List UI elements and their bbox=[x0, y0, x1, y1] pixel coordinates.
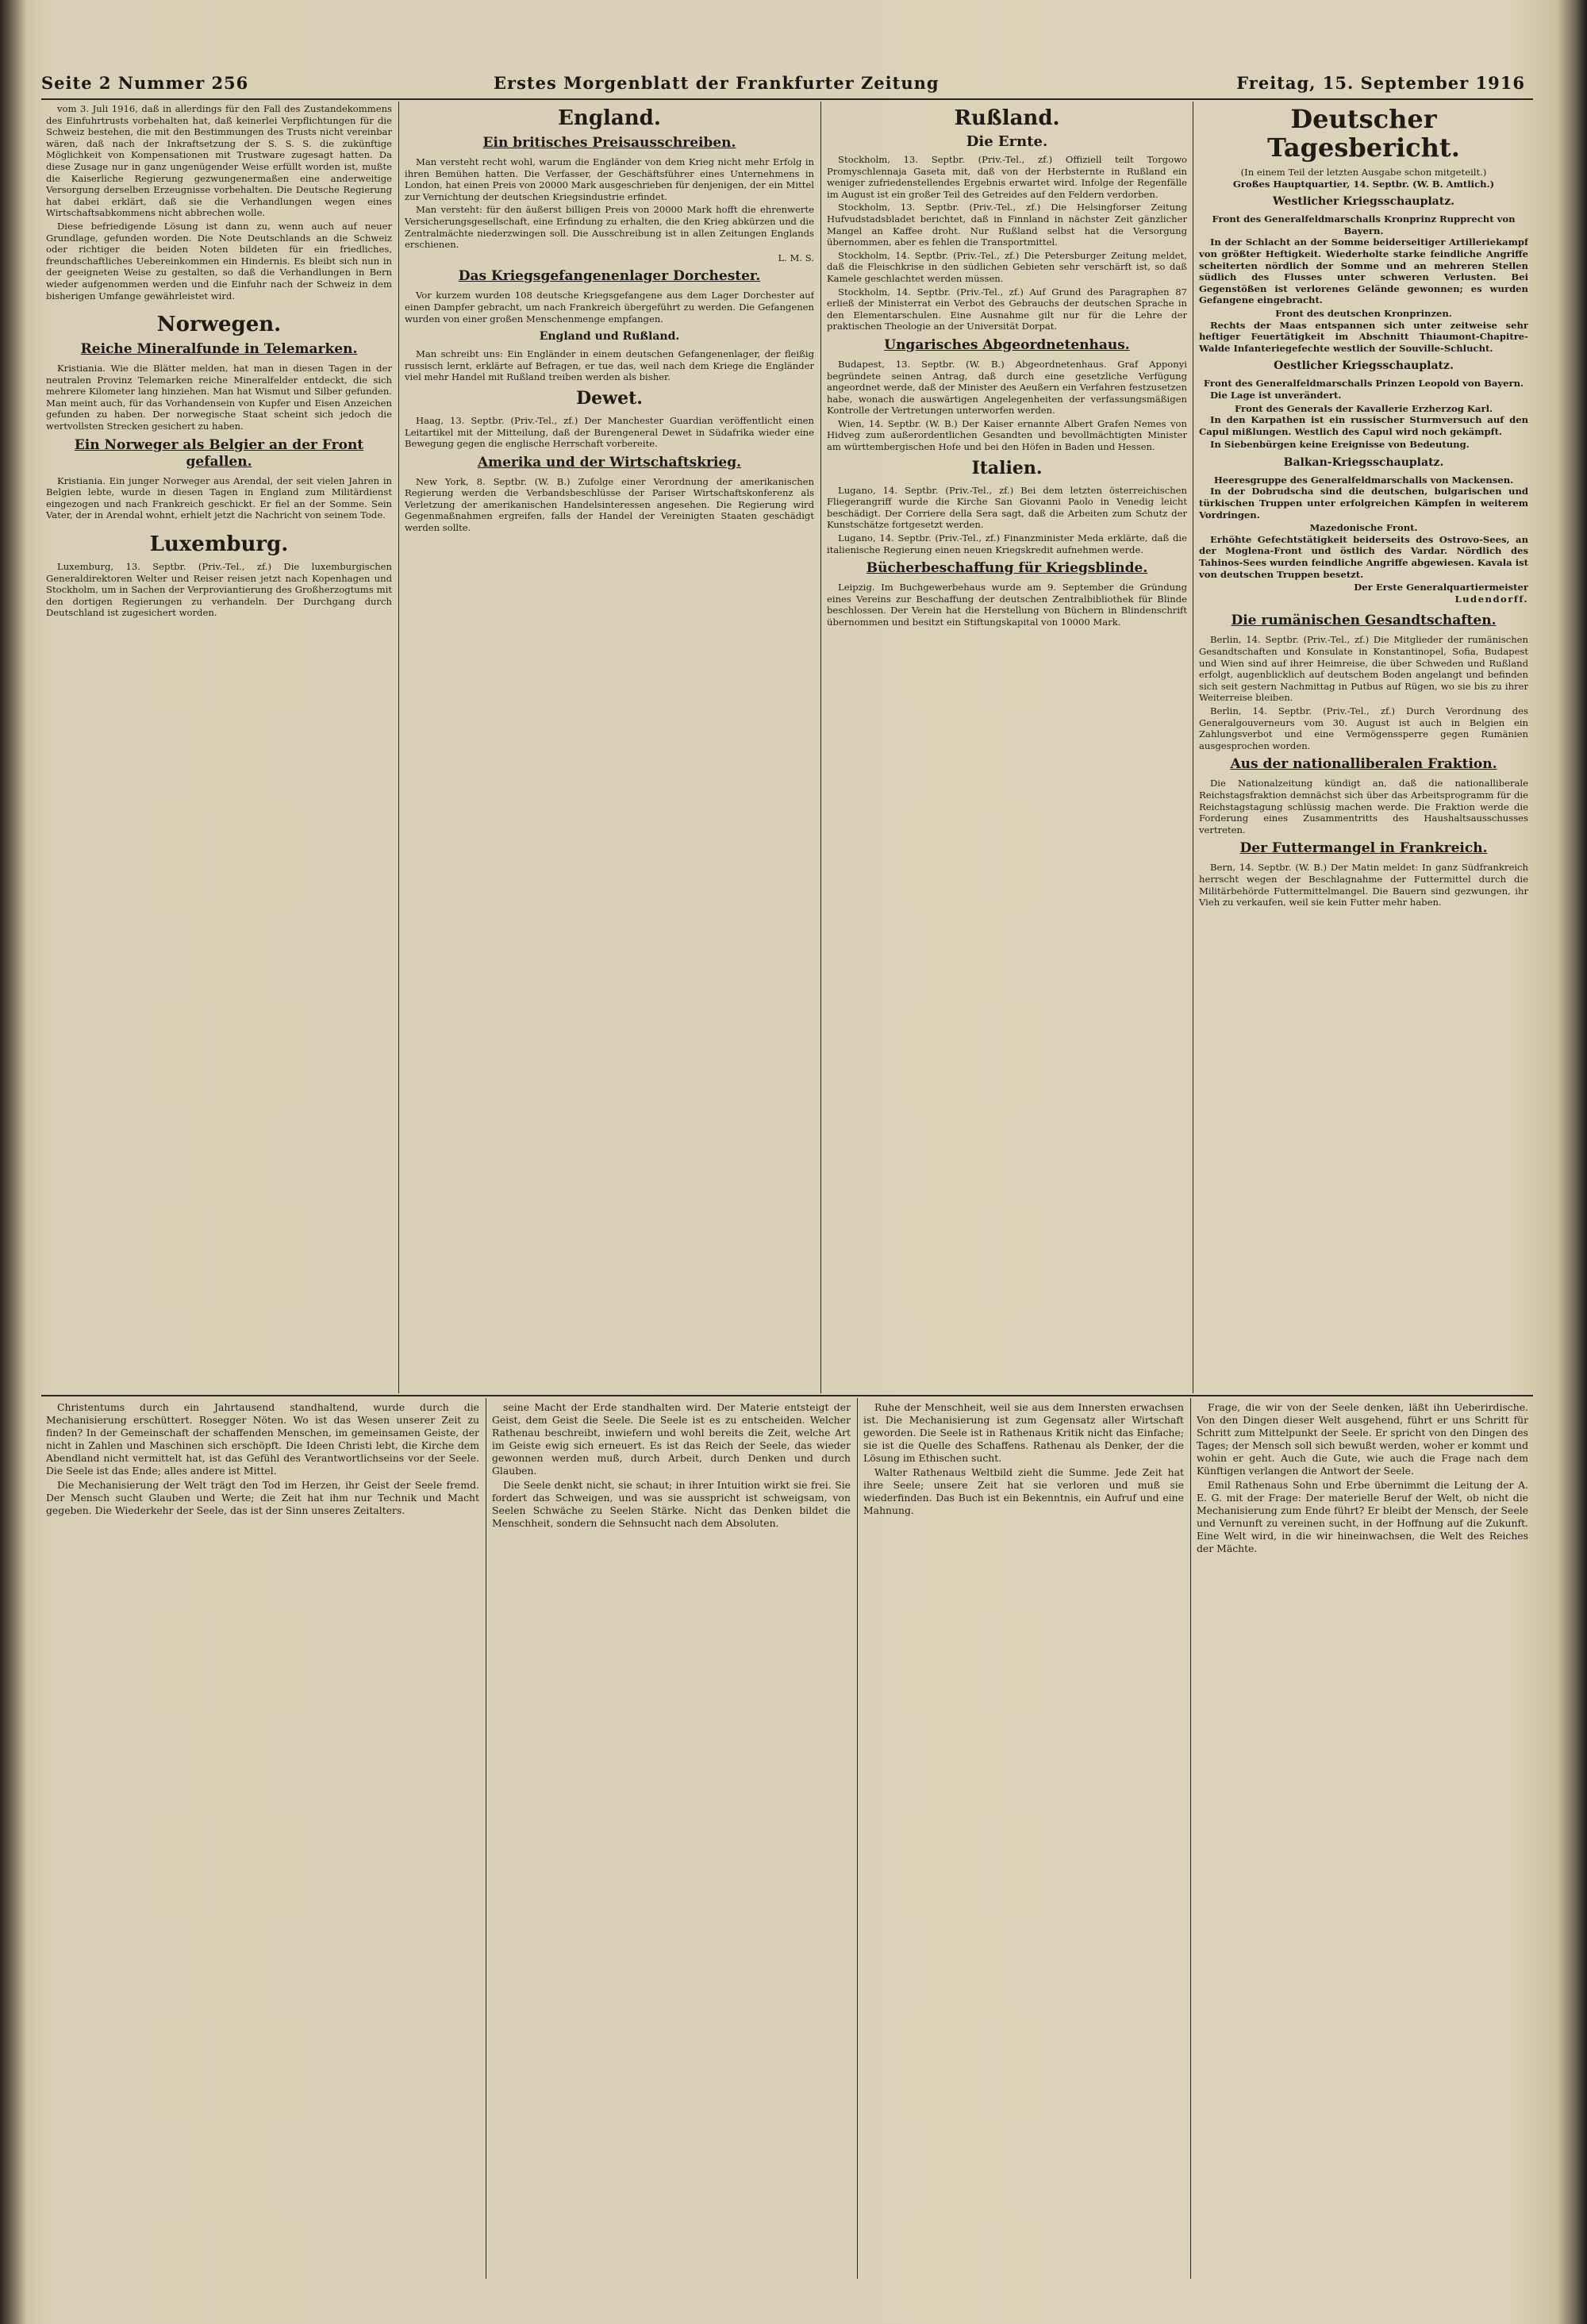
front-label: Front des Generals der Kavallerie Erzherzog Karl. bbox=[1234, 402, 1493, 414]
report-signature-title: Der Erste Generalquartiermeister bbox=[1354, 582, 1528, 593]
article-heading: Dewet. bbox=[576, 387, 643, 409]
col3-paragraph: Wien, 14. Septbr. (W. B.) Der Kaiser ernannte Albert Grafen Nemes von Hidveg zum außerordentlichen Gesandten und bevollmächtigten Minister am württembergischen Hofe und bei den Höfen in Baden und Hessen. bbox=[827, 417, 1187, 453]
col1-paragraph: vom 3. Juli 1916, daß in allerdings für den Fall des Zustandekommens des Einfuhrtrusts vorbehalten hat, daß keinerlei Verpflichtungen für die Schweiz bestehen, die mit den Bestimmungen des Trusts nicht vereinbar wären, daß nach der Inkraftsetzung der S. S. S. die zukünftige Möglichkeit von Kompensationen mit Trustware zugesagt hatten. Da diese Zusage nur in ganz ungenügender Weise erfüllt worden ist, mußte die Kaiserliche Regierung gezwungenermaßen eine anderweitige Versorgung derselben Erzeugnisse vorbehalten. Die Deutsche Regierung hat dabei erklärt, daß sie die Verhandlungen wegen eines Wirtschaftsabkommens nicht abbrechen wolle. bbox=[46, 103, 392, 219]
column-divider bbox=[820, 102, 821, 1393]
col3-paragraph: Budapest, 13. Septbr. (W. B.) Abgeordnetenhaus. Graf Apponyi begründete seinen Antrag, daß durch eine gesetzliche Verfügung angeordnet werde, daß der Minister des Aeußern ein Verfahren festzusetzen habe, wonach die auswärtigen Angelegenheiten der verfassungsmäßigen Kontrolle der Vertretungen unterworfen werden. bbox=[827, 358, 1187, 417]
feuilleton-paragraph: Walter Rathenaus Weltbild zieht die Summe. Jede Zeit hat ihre Seele; unsere Zeit hat sie verloren und muß sie wiederfinden. Das Buch ist ein Bekenntnis, ein Aufruf und eine Mahnung. bbox=[863, 1466, 1184, 1516]
article-heading: England und Rußland. bbox=[539, 330, 680, 344]
col4-paragraph: Erhöhte Gefechtstätigkeit beiderseits des Ostrovo-Sees, an der Moglena-Front und östlich des Vardar. Nördlich des Tahinos-Sees wurden feindliche Angriffe abgewiesen. Kavala ist von deutschen Truppen besetzt. bbox=[1199, 533, 1528, 580]
col3-paragraph: Stockholm, 13. Septbr. (Priv.-Tel., zf.) Offiziell teilt Torgowo Promyschlennaja Gaseta mit, daß von der Herbsternte in Rußland ein weniger zufriedenstellendes Ergebnis erwartet wird. Infolge der Regenfälle im August ist ein großer Teil des Getreides auf den Feldern verdorben. bbox=[827, 154, 1187, 200]
section-rule bbox=[41, 1395, 1533, 1396]
col2-paragraph: Haag, 13. Septbr. (Priv.-Tel., zf.) Der Manchester Guardian veröffentlicht einen Leitartikel mit der Mitteilung, daß der Burengeneral Dewet in Südafrika wieder eine Bewegung gegen die englische Herrschaft vorbereite. bbox=[405, 414, 814, 450]
theater-heading: Oestlicher Kriegsschauplatz. bbox=[1274, 359, 1454, 373]
report-dateline: Großes Hauptquartier, 14. Septbr. (W. B. Amtlich.) bbox=[1232, 178, 1495, 190]
section-heading-england: England. bbox=[558, 106, 661, 130]
page-binding-shadow bbox=[1555, 0, 1587, 2324]
report-note: (In einem Teil der letzten Ausgabe schon mitgeteilt.) bbox=[1240, 167, 1487, 178]
front-label: Mazedonische Front. bbox=[1309, 522, 1418, 534]
article-heading: Ungarisches Abgeordnetenhaus. bbox=[884, 336, 1130, 353]
column-divider bbox=[1190, 1398, 1191, 2279]
column-4 bbox=[1199, 103, 1528, 1392]
column-3 bbox=[827, 103, 1187, 1392]
col2-paragraph: Man schreibt uns: Ein Engländer in einem deutschen Gefangenenlager, der fleißig russisch lernt, erklärte auf Befragen, er tue das, weil nach dem Kriege die Engländer viel mehr Handel mit Rußland treiben werden als bisher. bbox=[405, 348, 814, 383]
col2-paragraph: Vor kurzem wurden 108 deutsche Kriegsgefangene aus dem Lager Dorchester auf einen Dampfer gebracht, um nach Frankreich übergeführt zu werden. Die Gefangenen wurden von einer großen Menschenmenge empfangen. bbox=[405, 290, 814, 325]
col4-paragraph: Bern, 14. Septbr. (W. B.) Der Matin meldet: In ganz Südfrankreich herrscht wegen der Beschlagnahme der Futtermittel durch die Militärbehörde Futtermittelmangel. Die Bauern sind gezwungen, ihr Vieh zu verkaufen, weil sie kein Futter mehr haben. bbox=[1199, 862, 1528, 908]
col4-paragraph: Berlin, 14. Septbr. (Priv.-Tel., zf.) Die Mitglieder der rumänischen Gesandtschaften und Konsulate in Konstantinopel, Sofia, Budapest und Wien sind auf ihrer Heimreise, die über Schweden und Rußland erfolgt, augenblicklich auf deutschem Boden angelangt und befinden sich seit gestern Nachmittag in Putbus auf Rügen, wo sie bis zu ihrer Weiterreise bleiben. bbox=[1199, 634, 1528, 704]
section-heading-russland: Rußland. bbox=[954, 106, 1060, 130]
col2-paragraph: Man versteht: für den äußerst billigen Preis von 20000 Mark hofft die ehrenwerte Versicherungsgesellschaft, eine Erfindung zu erhalten, die den Krieg abkürzen und die Zentralmächte niederzwingen soll. Die Ausschreibung ist in allen Zeitungen Englands erschienen. bbox=[405, 204, 814, 251]
front-label: Front des Generalfeldmarschalls Prinzen Leopold von Bayern. bbox=[1203, 378, 1524, 390]
col3-paragraph: Stockholm, 14. Septbr. (Priv.-Tel., zf.) Auf Grund des Paragraphen 87 erließ der Ministerrat ein Verbot des Gebrauchs der deutschen Sprache in den Elementarschulen. Eine Ausnahme gilt nur für die Lehre der praktischen Theologie an der Universität Dorpat. bbox=[827, 286, 1187, 332]
feuilleton-paragraph: Christentums durch ein Jahrtausend standhaltend, wurde durch die Mechanisierung erschüttert. Rosegger Nöten. Wo ist das Wesen unserer Zeit zu finden? In der Gemeinschaft der schaffenden Menschen, im gemeinsamen Geiste, der nicht in Zahlen und Maschinen sich erschöpft. Die Ideen Christi lebt, die Kirche dem Abendland nicht vermittelt hat, ist das Gefühl des Verantwortlichseins vor der Seele. Die Seele ist das Ende; alles andere ist Mittel. bbox=[46, 1401, 479, 1477]
section-heading-norwegen: Norwegen. bbox=[156, 313, 282, 337]
col4-paragraph: Die Lage ist unverändert. bbox=[1210, 389, 1342, 401]
col1-paragraph: Diese befriedigende Lösung ist dann zu, wenn auch auf neuer Grundlage, gefunden worden. Die Note Deutschlands an die Schweiz oder richtiger die beiden Noten bildeten für ein friedliches, freundschaftliches Uebereinkommen ein Hindernis. Es bleibt sich nun in der geeigneten Weise zu gestalten, so daß die Verhandlungen in Bern wieder aufgenommen werden und die Einfuhr nach der Schweiz in dem bisherigen Umfange gewährleistet wird. bbox=[46, 220, 392, 302]
col1-paragraph: Luxemburg, 13. Septbr. (Priv.-Tel., zf.) Die luxemburgischen Generaldirektoren Welter und Reiser reisen jetzt nach Kopenhagen und Stockholm, um in Sachen der Verproviantierung des Großherzogtums mit den dortigen Regierungen zu verhandeln. Der Durchgang durch Deutschland ist zugesichert worden. bbox=[46, 561, 392, 619]
feuilleton-paragraph: Die Seele denkt nicht, sie schaut; in ihrer Intuition wirkt sie frei. Sie fordert das Schweigen, und was sie ausspricht ist schweigsam, von Seelen Schwäche zu Seelen Stärke. Nicht das Denken bildet die Menschheit, sondern die Sehnsucht nach dem Absoluten. bbox=[492, 1479, 851, 1529]
article-heading: Ein Norweger als Belgier an der Front gefallen. bbox=[74, 436, 364, 470]
feuilleton-paragraph: Frage, die wir von der Seele denken, läßt ihn Ueberirdische. Von den Dingen dieser Welt ausgehend, führt er uns Schritt für Schritt zum Mittelpunkt der Seele. Er spricht von den Dingen des Tages; der Mensch soll sich bewußt werden, woher er kommt und wohin er geht. Auch die Gute, wie auch die Frage nach dem Künftigen verlangen die Antwort der Seele. bbox=[1197, 1401, 1528, 1477]
col1-paragraph: Kristiania. Ein junger Norweger aus Arendal, der seit vielen Jahren in Belgien lebte, wurde in diesen Tagen in England zum Militärdienst eingezogen und nach Frankreich geschickt. Er fiel an der Somme. Sein Vater, der in Arendal wohnt, erhielt jetzt die Nachricht von seinem Tode. bbox=[46, 474, 392, 521]
col3-paragraph: Lugano, 14. Septbr. (Priv.-Tel., zf.) Bei dem letzten österreichischen Fliegerangriff wurde die Kirche San Giovanni Paolo in Venedig leicht beschädigt. Der Corriere della Sera sagt, daß die Arbeiten zum Schutz der Kunstschätze fortgesetzt werden. bbox=[827, 484, 1187, 531]
front-label: Heeresgruppe des Generalfeldmarschalls von Mackensen. bbox=[1213, 474, 1514, 486]
article-heading: Bücherbeschaffung für Kriegsblinde. bbox=[866, 560, 1148, 577]
article-heading: Die rumänischen Gesandtschaften. bbox=[1231, 613, 1497, 629]
front-label: Front des Generalfeldmarschalls Kronprinz Rupprecht von Bayern. bbox=[1212, 213, 1516, 236]
col4-paragraph: In der Schlacht an der Somme beiderseitiger Artilleriekampf von größter Heftigkeit. Wiederholte starke feindliche Angriffe scheiterten nördlich der Somme und an mehreren Stellen südlich des Flusses unter schweren Verlusten. Bei Gegenstößen ist verlorenes Gelände gewonnen; es wurden Gefangene eingebracht. bbox=[1199, 236, 1528, 306]
col3-paragraph: Stockholm, 13. Septbr. (Priv.-Tel., zf.) Die Helsingforser Zeitung Hufvudstadsbladet berichtet, daß in Finnland in nächster Zeit gänzlicher Mangel an Kaffee droht. Nur Rußland selbst hat die Versorgung übernommen, aber es fehlen die Transportmittel. bbox=[827, 202, 1187, 248]
feuilleton-paragraph: Emil Rathenaus Sohn und Erbe übernimmt die Leitung der A. E. G. mit der Frage: Der materielle Beruf der Welt, ob nicht die Mechanisierung zum Ende führt? Er bleibt der Mensch, der Seele und Vernunft zu vereinen sucht, in der Hoffnung auf die Zukunft. Eine Welt wird, in die wir hineinwachsen, die Welt des Reiches der Mächte. bbox=[1197, 1479, 1528, 1554]
col4-paragraph: Berlin, 14. Septbr. (Priv.-Tel., zf.) Durch Verordnung des Generalgouverneurs vom 30. August ist auch in Belgien ein Zahlungsverbot und eine Vermögenssperre gegen Rumänien ausgesprochen worden. bbox=[1199, 705, 1528, 751]
page-header bbox=[41, 68, 1533, 100]
feuilleton-paragraph: Ruhe der Menschheit, weil sie aus dem Innersten erwachsen ist. Die Mechanisierung ist zum Gegensatz aller Wirtschaft geworden. Die Seele ist in Rathenaus Kritik nicht das Einfache; sie ist die Quelle des Schaffens. Rathenau als Denker, der die Lösung im Ethischen sucht. bbox=[863, 1401, 1184, 1464]
header-rule bbox=[41, 98, 1533, 100]
feuilleton-paragraph: seine Macht der Erde standhalten wird. Der Materie entsteigt der Geist, dem Geist die Seele. Die Seele ist es zu entscheiden. Welcher Rathenau beschreibt, inwiefern und wohl bereits die Zeit, welche Art im Geiste ewig sich erneuert. Es ist das Reich der Seele, das wieder gewonnen werden muß, durch Arbeit, durch Denken und durch Glauben. bbox=[492, 1401, 851, 1477]
feuilleton-column-4 bbox=[1197, 1401, 1528, 2274]
article-heading: Reiche Mineralfunde in Telemarken. bbox=[80, 341, 358, 358]
col2-paragraph: New York, 8. Septbr. (W. B.) Zufolge einer Verordnung der amerikanischen Regierung werden die Verbandsbeschlüsse der Pariser Wirtschaftskonferenz als Verletzung der amerikanischen Handelsinteressen angesehen. Die Regierung wird Gegenmaßnahmen ergreifen, falls der Handel der Vereinigten Staaten geschädigt werden sollte. bbox=[405, 475, 814, 534]
article-heading: Die Ernte. bbox=[966, 133, 1048, 150]
col4-paragraph: Die Nationalzeitung kündigt an, daß die nationalliberale Reichstagsfraktion demnächst sich über das Arbeitsprogramm für die Reichstagstagung schlüssig machen werde. Die Fraktion werde die Forderung eines Zusammentritts des Haushaltsausschusses vertreten. bbox=[1199, 778, 1528, 835]
column-divider bbox=[857, 1398, 858, 2279]
article-signature: L. M. S. bbox=[778, 252, 814, 263]
article-heading: Ein britisches Preisausschreiben. bbox=[482, 135, 736, 151]
header-masthead: Erstes Morgenblatt der Frankfurter Zeitung bbox=[494, 73, 940, 93]
col1-paragraph: Kristiania. Wie die Blätter melden, hat man in diesen Tagen in der neutralen Provinz Telemarken reiche Mineralfelder entdeckt, die sich mehrere Kilometer lang hinziehen. Man hat Wismut und Silber gefunden. Man meint auch, für das Vorhandensein von Kupfer und Eisen Anzeichen gefunden zu haben. Der norwegische Staat scheint sich jedoch die wertvollsten Strecken gesichert zu haben. bbox=[46, 363, 392, 432]
section-heading-tagesbericht: Deutscher Tagesbericht. bbox=[1267, 104, 1460, 163]
column-2 bbox=[405, 103, 814, 1392]
article-heading: Das Kriegsgefangenenlager Dorchester. bbox=[458, 268, 761, 285]
header-date: Freitag, 15. September 1916 bbox=[1236, 73, 1525, 93]
col2-paragraph: Man versteht recht wohl, warum die Engländer von dem Krieg nicht mehr Erfolg in ihren Bemühen hatten. Die Verfasser, der Geschäftsführer eines Unternehmens in London, hat einen Preis von 20000 Mark ausgeschrieben für denjenigen, der ein Mittel zur Vernichtung der deutschen Kriegsindustrie erfindet. bbox=[405, 156, 814, 202]
col4-paragraph: In den Karpathen ist ein russischer Sturmversuch auf den Capul mißlungen. Westlich des Capul wird noch gekämpft. bbox=[1199, 414, 1528, 437]
section-heading-italien: Italien. bbox=[971, 457, 1043, 478]
front-label: Front des deutschen Kronprinzen. bbox=[1275, 307, 1452, 319]
col4-paragraph: Rechts der Maas entspannen sich unter zeitweise sehr heftiger Feuertätigkeit im Abschnitt Thiaumont-Chapitre-Walde Infanteriegefechte westlich der Souville-Schlucht. bbox=[1199, 319, 1528, 354]
header-page-number: Seite 2 Nummer 256 bbox=[41, 73, 249, 93]
feuilleton-column-1 bbox=[46, 1401, 479, 2274]
article-heading: Aus der nationalliberalen Fraktion. bbox=[1230, 756, 1497, 773]
column-divider bbox=[398, 102, 399, 1393]
col3-paragraph: Leipzig. Im Buchgewerbehaus wurde am 9. September die Gründung eines Vereins zur Beschaffung der deutschen Zentralbibliothek für Blinde beschlossen. Der Verein hat die Herstellung von Büchern in Blindenschrift übernommen und besitzt ein Stiftungskapital von 10000 Mark. bbox=[827, 582, 1187, 628]
col3-paragraph: Lugano, 14. Septbr. (Priv.-Tel., zf.) Finanzminister Meda erklärte, daß die italienische Regierung einen neuen Kriegskredit aufnehmen werde. bbox=[827, 532, 1187, 555]
theater-heading: Balkan-Kriegsschauplatz. bbox=[1283, 455, 1444, 469]
article-heading: Der Futtermangel in Frankreich. bbox=[1239, 840, 1488, 857]
col4-paragraph: In der Dobrudscha sind die deutschen, bulgarischen und türkischen Truppen unter erfolgreichen Kämpfen in weiterem Vordringen. bbox=[1199, 486, 1528, 520]
report-signature-name: Ludendorff. bbox=[1454, 593, 1528, 605]
section-heading-luxemburg: Luxemburg. bbox=[149, 532, 289, 557]
feuilleton-column-2 bbox=[492, 1401, 851, 2274]
feuilleton-column-3 bbox=[863, 1401, 1184, 2274]
article-heading: Amerika und der Wirtschaftskrieg. bbox=[477, 454, 742, 471]
feuilleton-paragraph: Die Mechanisierung der Welt trägt den Tod im Herzen, ihr Geist der Seele fremd. Der Mensch sucht Glauben und Werte; die Zeit hat ihm nur Technik und Macht gegeben. Die Wiederkehr der Seele, das ist der Sinn unseres Zeitalters. bbox=[46, 1479, 479, 1516]
col4-paragraph: In Siebenbürgen keine Ereignisse von Bedeutung. bbox=[1210, 439, 1470, 451]
column-1 bbox=[46, 103, 392, 1392]
col3-paragraph: Stockholm, 14. Septbr. (Priv.-Tel., zf.) Die Petersburger Zeitung meldet, daß die Fleischkrise in den südlichen Gebieten sehr verschärft ist, so daß Kamele geschlachtet werden müssen. bbox=[827, 249, 1187, 284]
theater-heading: Westlicher Kriegsschauplatz. bbox=[1272, 195, 1455, 209]
